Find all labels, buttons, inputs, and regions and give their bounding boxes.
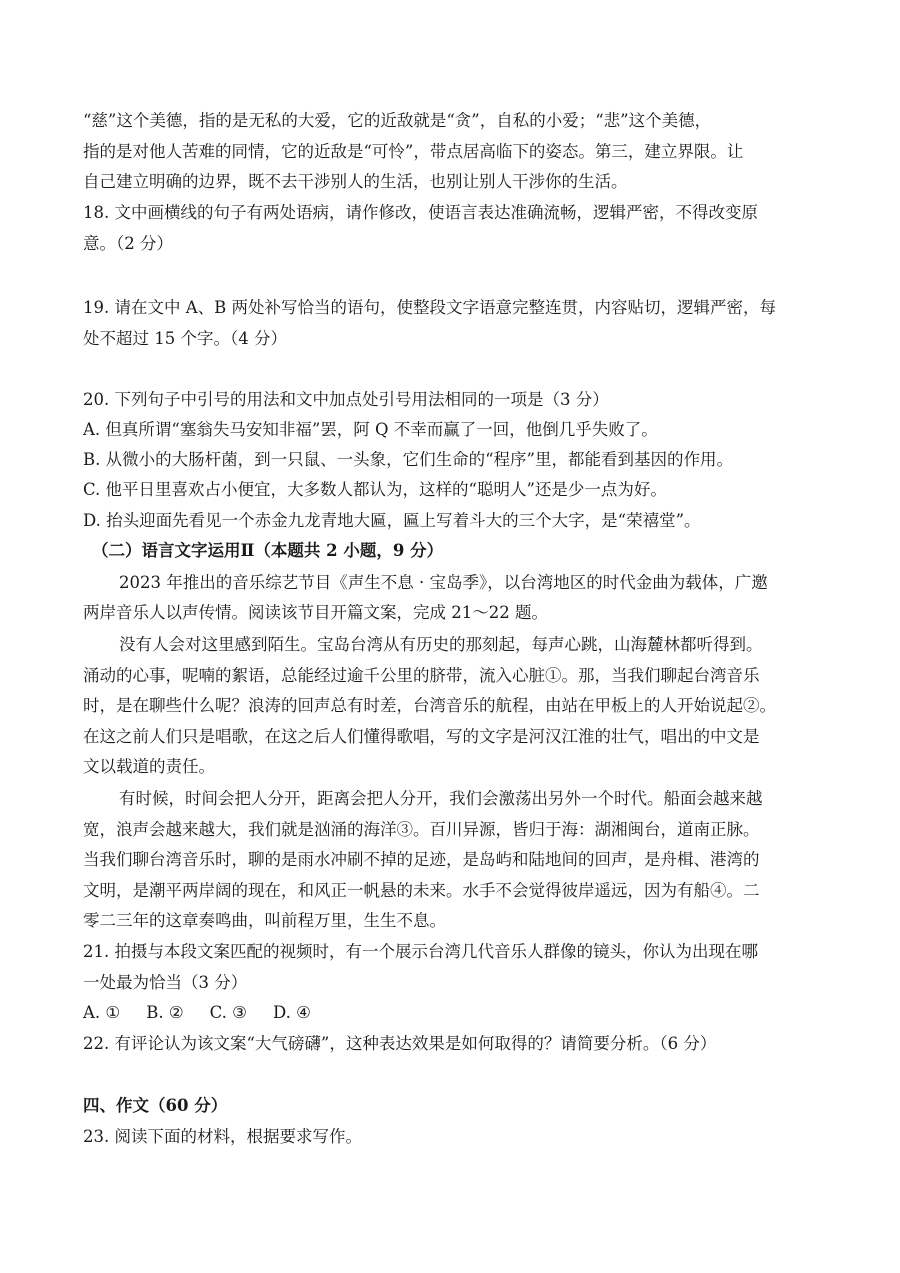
passage-line: 宽，浪声会越来越大，我们就是汹涌的海洋③。百川异源，皆归于海：湖湘闽台，道南正脉。	[83, 820, 760, 839]
option-a: A. 但真所谓“塞翁失马安知非福”罢，阿 Q 不幸而赢了一回，他倒几乎失败了。	[83, 420, 658, 439]
passage-line: 有时候，时间会把人分开，距离会把人分开，我们会激荡出另外一个时代。船面会越来越	[119, 789, 763, 808]
option-c: C. 他平日里喜欢占小便宜，大多数人都认为，这样的“聪明人”还是少一点为好。	[83, 480, 667, 499]
passage-line: 涌动的心事，呢喃的絮语，总能经过逾千公里的脐带，流入心脏①。那，当我们聊起台湾音乐	[83, 666, 760, 685]
passage-line: 当我们聊台湾音乐时，聊的是雨水冲刷不掉的足迹，是岛屿和陆地间的回声，是舟楫、港湾的	[83, 850, 760, 869]
text-line: 指的是对他人苦难的同情，它的近敌是“可怜”，带点居高临下的姿态。第三，建立界限。让	[83, 142, 744, 161]
option-d: D. ④	[272, 1003, 311, 1022]
intro-line: 两岸音乐人以声传情。阅读该节目开篇文案，完成 21～22 题。	[83, 603, 548, 622]
question-21-options	[83, 998, 337, 1028]
passage-line: 零二三年的这章奏鸣曲，叫前程万里，生生不息。	[83, 911, 446, 930]
option-d: D. 抬头迎面先看见一个赤金九龙青地大匾，匾上写着斗大的三个大字，是“荣禧堂”。	[83, 511, 701, 530]
passage-line: 文明，是潮平两岸阔的现在，和风正一帆悬的未来。水手不会觉得彼岸遥远，因为有船④。二	[83, 881, 760, 900]
section-4-title: 四、作文（60 分）	[83, 1096, 228, 1115]
question-18-line: 18. 文中画横线的句子有两处语病，请作修改，使语言表达准确流畅，逻辑严密，不得改变原	[83, 203, 758, 222]
text-line: 自己建立明确的边界，既不去干涉别人的生活，也别让别人干涉你的生活。	[83, 172, 628, 191]
intro-line: 2023 年推出的音乐综艺节目《声生不息 · 宝岛季》，以台湾地区的时代金曲为载体，广邀	[119, 573, 768, 592]
question-21-line: 21. 拍摄与本段文案匹配的视频时，有一个展示台湾几代音乐人群像的镜头，你认为出现在哪	[83, 942, 758, 961]
option-b: B. ②	[146, 1003, 184, 1022]
section-2-title: （二）语言文字运用Ⅱ（本题共 2 小题，9 分）	[92, 541, 444, 560]
passage-line: 在这之前人们只是唱歌，在这之后人们懂得歌唱，写的文字是河汉江淮的壮气，唱出的中文是	[83, 727, 760, 746]
question-21-line: 一处最为恰当（3 分）	[83, 973, 248, 992]
question-19-line: 处不超过 15 个字。（4 分）	[83, 329, 287, 348]
option-a: A. ①	[83, 1003, 121, 1022]
question-20-stem: 20. 下列句子中引号的用法和文中加点处引号用法相同的一项是（3 分）	[83, 390, 609, 409]
passage-line: 文以载道的责任。	[83, 757, 215, 776]
passage-line: 时，是在聊些什么呢？浪涛的回声总有时差，台湾音乐的航程，由站在甲板上的人开始说起②。	[83, 696, 776, 715]
text-line: “慈”这个美德，指的是无私的大爱，它的近敌就是“贪”，自私的小爱；“悲”这个美德，	[83, 111, 712, 130]
passage-line: 没有人会对这里感到陌生。宝岛台湾从有历史的那刻起，每声心跳，山海麓林都听得到。	[119, 635, 763, 654]
question-19-line: 19. 请在文中 A、B 两处补写恰当的语句，使整段文字语意完整连贯，内容贴切，逻辑严密，每	[83, 298, 777, 317]
option-c: C. ③	[209, 1003, 247, 1022]
question-18-line: 意。（2 分）	[83, 234, 173, 253]
question-23: 23. 阅读下面的材料，根据要求写作。	[83, 1127, 362, 1146]
option-b: B. 从微小的大肠杆菌，到一只鼠、一头象，它们生命的“程序”里，都能看到基因的作用。	[83, 450, 733, 469]
question-22: 22. 有评论认为该文案“大气磅礴”，这种表达效果是如何取得的？请简要分析。（6 分）	[83, 1034, 717, 1053]
